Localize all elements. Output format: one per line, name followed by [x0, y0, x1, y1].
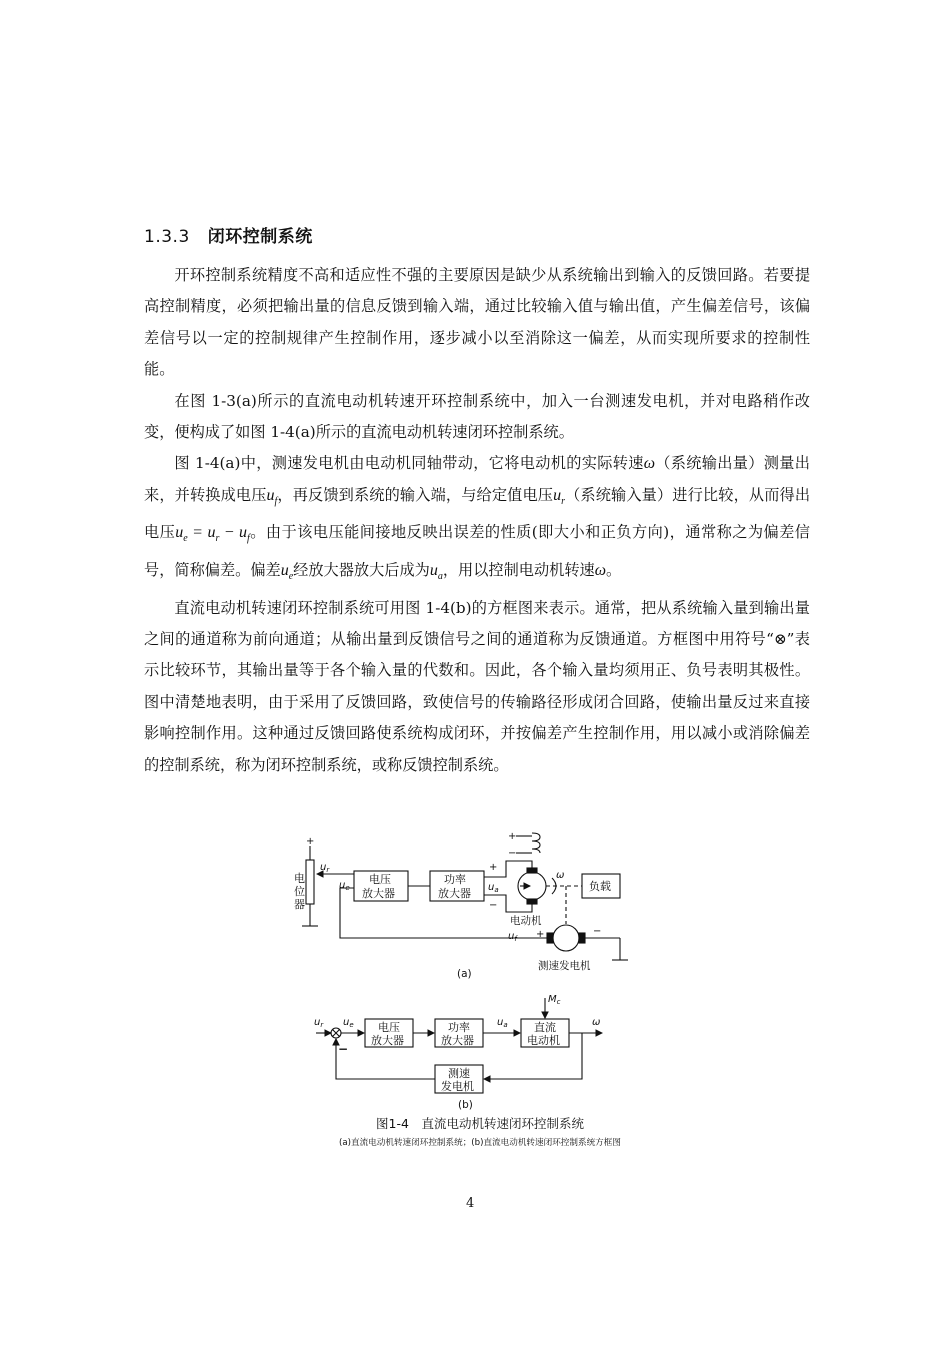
coil-minus: − — [508, 848, 517, 859]
amp-minus: − — [489, 900, 498, 911]
tacho-b-line1: 测速 — [448, 1067, 470, 1080]
label-ur-a: $u_r$ — [320, 862, 330, 874]
paragraph-2: 在图 1-3(a)所示的直流电动机转速开环控制系统中，加入一台测速发电机，并对电路稍作改变，便构成了如图 1-4(a)所示的直流电动机转速闭环控制系统。 — [144, 391, 810, 442]
potentiometer-body — [306, 860, 314, 904]
label-ua-a: $u_a$ — [488, 882, 499, 894]
coil-plus: + — [508, 831, 517, 842]
p3-text-e: 。由于该电压能间接地反映出误差的性质(即大小和正负方向)，通常称之为偏差信号，简称偏差。偏差 — [144, 523, 810, 580]
ue-symbol: $u_e$ — [280, 562, 294, 583]
power-amp-a-line2: 放大器 — [438, 887, 471, 900]
ua-symbol: $u_a$ — [429, 562, 443, 583]
load-label: 负载 — [589, 880, 611, 893]
potentiometer-label-1: 电 — [294, 872, 305, 885]
tacho-symbol — [553, 925, 579, 951]
junction-minus: − — [338, 1042, 349, 1056]
voltage-amp-b-line2: 放大器 — [371, 1034, 404, 1047]
paragraph-3 — [144, 448, 810, 592]
section-number: 1.3.3 — [144, 227, 190, 247]
figure-subcaption: (a)直流电动机转速闭环控制系统；(b)直流电动机转速闭环控制系统方框图 — [339, 1138, 621, 1148]
voltage-amp-a-line1: 电压 — [369, 873, 391, 886]
label-uf-a: $u_f$ — [508, 931, 517, 943]
tacho-b-line2: 发电机 — [441, 1080, 474, 1093]
omega-symbol: ω — [643, 455, 655, 473]
label-ue-a: $u_e$ — [339, 880, 350, 892]
p3-text-b: （系统输出量）测量出来，并转换成电压 — [144, 454, 810, 504]
amp-plus: + — [489, 862, 498, 873]
power-amp-b-line1: 功率 — [448, 1021, 470, 1034]
ur-symbol: $u_r$ — [553, 486, 565, 508]
p3-text-c: ，再反馈到系统的输入端，与给定值电压 — [277, 485, 554, 504]
power-amp-b-line2: 放大器 — [441, 1034, 474, 1047]
potentiometer-label-2: 位 — [294, 885, 305, 898]
tacho-minus: − — [593, 926, 602, 937]
figure-caption: 图1-4 直流电动机转速闭环控制系统 — [376, 1116, 584, 1131]
figure-b-label: (b) — [458, 1099, 473, 1111]
error-equation: $u_e = u_r - u_f$ — [175, 524, 250, 545]
label-ua-b: $u_a$ — [497, 1017, 508, 1029]
voltage-amp-b-line1: 电压 — [378, 1021, 400, 1034]
label-ur-b: $u_r$ — [314, 1017, 324, 1029]
p3-text-g: ，用以控制电动机转速 — [442, 561, 595, 580]
section-title: 闭环控制系统 — [207, 227, 313, 247]
label-omega-b: ω — [592, 1017, 601, 1028]
omega-symbol-2: ω — [594, 562, 606, 580]
potentiometer-label-3: 器 — [294, 898, 305, 911]
motor-label: 电动机 — [510, 915, 542, 927]
tacho-label: 测速发电机 — [538, 960, 591, 972]
p3-text-f: 经放大器放大后成为 — [293, 561, 430, 580]
tacho-plus: + — [536, 929, 545, 940]
label-Mc: $M_c$ — [548, 994, 561, 1006]
dc-motor-line1: 直流 — [534, 1021, 556, 1034]
label-ue-b: $u_e$ — [343, 1017, 354, 1029]
page-number: 4 — [466, 1196, 475, 1211]
power-amp-a-line1: 功率 — [444, 873, 466, 886]
pot-plus: + — [306, 836, 315, 847]
figure-1-4 — [270, 826, 690, 1166]
uf-symbol: $u_f$ — [266, 486, 278, 508]
body-text — [144, 260, 810, 781]
p3-text-d: （系统输入量）进行比较，从而得出电压 — [144, 485, 811, 542]
section-heading — [144, 222, 313, 247]
figure-diagram — [270, 826, 690, 1111]
figure-a-label: (a) — [457, 968, 472, 980]
paragraph-1: 开环控制系统精度不高和适应性不强的主要原因是缺少从系统输出到输入的反馈回路。若要提高控制精度，必须把输出量的信息反馈到输入端，通过比较输入值与输出值，产生偏差信号，该偏差信号以一定的控制规律产生控制作用，逐步减小以至消除这一偏差，从而实现所要求的控制性能。 — [144, 266, 810, 379]
label-omega-a: ω — [556, 870, 565, 881]
p3-text-a: 图 1-4(a)中，测速发电机由电动机同轴带动，它将电动机的实际转速 — [174, 454, 644, 473]
paragraph-4: 直流电动机转速闭环控制系统可用图 1-4(b)的方框图来表示。通常，把从系统输入量到输出量之间的通道称为前向通道；从输出量到反馈信号之间的通道称为反馈通道。方框图中用符号“⊗”表示比较环节，其输出量等于各个输入量的代数和。因此，各个输入量均须用正、负号表明其极性。图中清楚地表明，由于采用了反馈回路，致使信号的传输路径形成闭合回路，使输出量反过来直接影响控制作用。这种通过反馈回路使系统构成闭环，并按偏差产生控制作用，用以减小或消除偏差的控制系统，称为闭环控制系统，或称反馈控制系统。 — [144, 598, 810, 774]
dc-motor-line2: 电动机 — [527, 1034, 560, 1047]
voltage-amp-a-line2: 放大器 — [362, 887, 395, 900]
p3-text-h: 。 — [606, 561, 622, 580]
